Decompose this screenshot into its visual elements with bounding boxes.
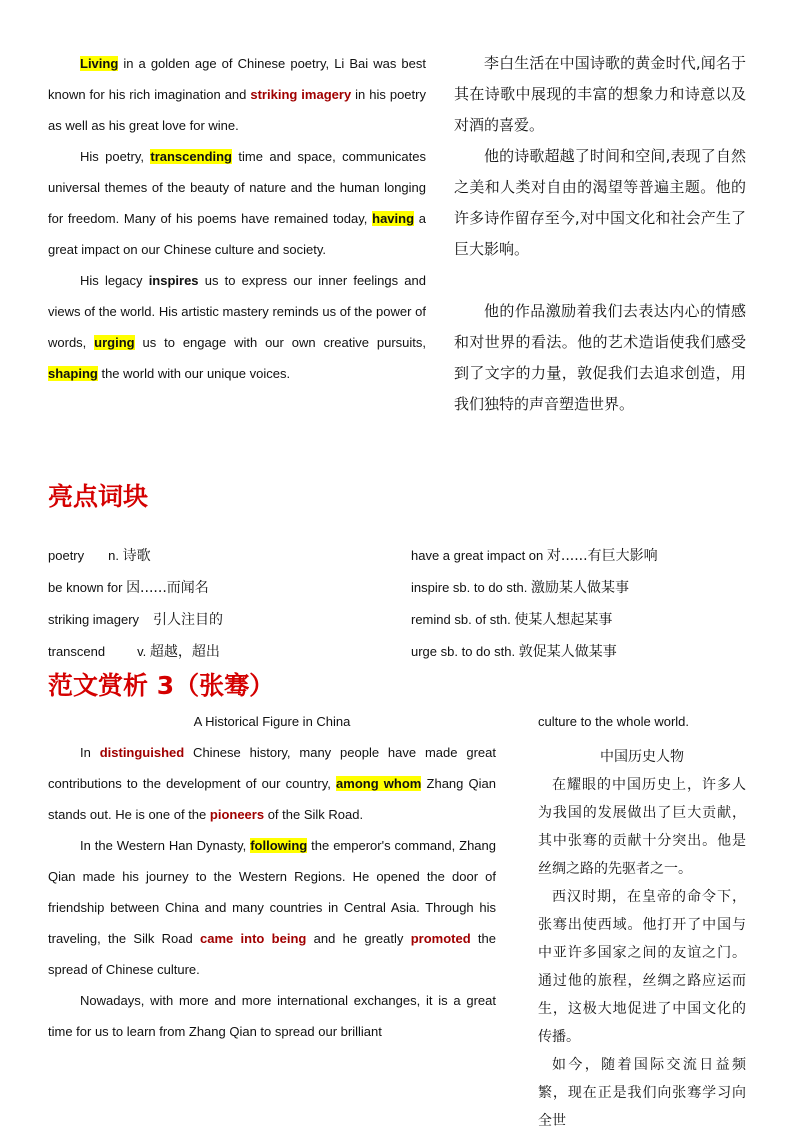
vocab-item: urge sb. to do sth. 敦促某人做某事 — [411, 644, 617, 660]
highlight-transcending: transcending — [150, 149, 232, 164]
en-continuation: culture to the whole world. — [538, 714, 690, 729]
vocab-item: transcend v. 超越，超出 — [48, 644, 220, 660]
highlight-having: having — [372, 211, 415, 226]
zh2-paragraph-3: 如今，随着国际交流日益频繁，现在正是我们向张骞学习向全世 — [538, 1057, 746, 1129]
vocab-item: inspire sb. to do sth. 激励某人做某事 — [411, 580, 629, 596]
zh-paragraph-2: 他的诗歌超越了时间和空间,表现了自然之美和人类对自由的渴望等普遍主题。他的许多诗作留存至今,对中国文化和社会产生了巨大影响。 — [454, 147, 746, 258]
highlight-among-whom: among whom — [336, 776, 422, 791]
highlight-promoted: promoted — [410, 931, 471, 946]
zh-paragraph-1: 李白生活在中国诗歌的黄金时代,闻名于其在诗歌中展现的丰富的想象力和诗意以及对酒的喜爱。 — [454, 54, 746, 134]
highlight-urging: urging — [94, 335, 135, 350]
zh2-paragraph-1: 在耀眼的中国历史上，许多人为我国的发展做出了巨大贡献，其中张骞的贡献十分突出。他是丝绸之路的先驱者之一。 — [538, 777, 746, 877]
zh-essay-title: 中国历史人物 — [600, 749, 684, 765]
zh-paragraph-3: 他的作品激励着我们去表达内心的情感和对世界的看法。他的艺术造诣使我们感受到了文字的力量，敦促我们去追求创造，用我们独特的声音塑造世界。 — [454, 302, 746, 413]
essay-title: A Historical Figure in China — [193, 714, 351, 729]
highlight-inspires: inspires — [148, 273, 199, 288]
highlight-shaping: shaping — [48, 366, 98, 381]
heading-highlight-phrases: 亮点词块 — [48, 482, 149, 511]
highlight-pioneers: pioneers — [209, 807, 265, 822]
vocab-right-column — [411, 540, 751, 668]
vocab-item: be known for 因......而闻名 — [48, 580, 209, 596]
zhang-qian-english-column — [48, 706, 496, 1047]
en2-paragraph-3: Nowadays, with more and more international exchanges, it is a great time for us to learn from Zhang Qian to spread our brilliant — [48, 993, 496, 1039]
highlight-distinguished: distinguished — [99, 745, 185, 760]
li-bai-chinese-column — [454, 48, 746, 420]
en2-paragraph-2: In the Western Han Dynasty, following the emperor's command, Zhang Qian made his journey to the Western Regions. He opened the door of friendship between China and many countries in Central Asia. Through his traveling, the Silk Road came into being and he greatly promoted the spread of Chinese culture. — [48, 838, 497, 977]
highlight-striking-imagery: striking imagery — [250, 87, 352, 102]
highlight-following: following — [250, 838, 308, 853]
vocab-item: poetry n. 诗歌 — [48, 548, 151, 564]
en-paragraph-3: His legacy inspires us to express our inner feelings and views of the world. His artistic mastery reminds us of the power of words, urging us to engage with our own creative pursuits, shaping the world with our unique voices. — [48, 273, 426, 381]
highlight-living: Living — [80, 56, 119, 71]
vocab-item: striking imagery 引人注目的 — [48, 612, 224, 628]
en-paragraph-2: His poetry, transcending time and space, communicates universal themes of the beauty of nature and the human longing for freedom. Many of his poems have remained today, having a great impact on our Chinese culture and society. — [48, 149, 426, 257]
vocab-item: have a great impact on 对......有巨大影响 — [411, 548, 658, 564]
zh2-paragraph-2: 西汉时期，在皇帝的命令下，张骞出使西域。他打开了中国与中亚许多国家之间的友谊之门。通过他的旅程，丝绸之路应运而生，这极大地促进了中国文化的传播。 — [538, 889, 746, 1045]
highlight-came-into-being: came into being — [200, 931, 307, 946]
li-bai-english-column — [48, 48, 426, 389]
en2-paragraph-1: In distinguished Chinese history, many people have made great contributions to the development of our country, among whom Zhang Qian stands out. He is one of the pioneers of the Silk Road. — [48, 745, 497, 822]
en-paragraph-1: Living in a golden age of Chinese poetry, Li Bai was best known for his rich imagination and striking imagery in his poetry as well as his great love for wine. — [48, 56, 426, 133]
vocab-left-column — [48, 540, 388, 668]
heading-model-essay-3: 范文赏析 3（张骞） — [48, 671, 275, 700]
zhang-qian-right-column — [538, 706, 746, 1135]
vocab-item: remind sb. of sth. 使某人想起某事 — [411, 612, 613, 628]
